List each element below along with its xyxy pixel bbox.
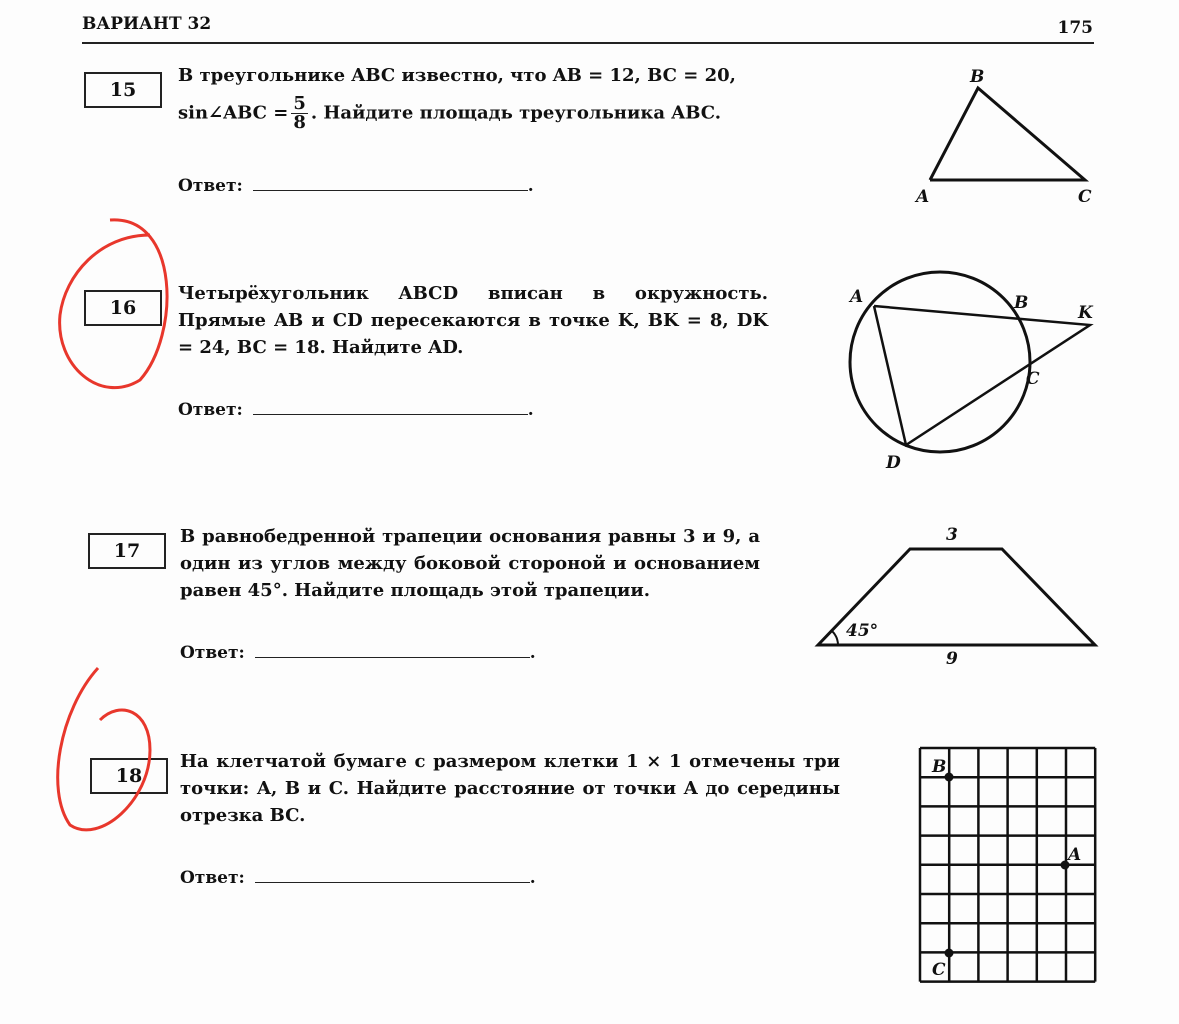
answer-label: Ответ: <box>178 176 243 196</box>
label-A: A <box>916 187 930 207</box>
label-top-base: 3 <box>946 525 958 545</box>
answer-15: Ответ: . <box>178 176 534 196</box>
problem-16-text: Четырёхугольник ABCD вписан в окружность. Прямые AB и CD пересекаются в точке K, BK = 8, DK = 24, BC = 18. Найдите AD. <box>178 283 768 358</box>
trapezoid-figure <box>810 520 1100 670</box>
label-angle: 45° <box>846 621 879 641</box>
red-arc-annotation <box>40 660 170 840</box>
answer-16: Ответ: . <box>178 400 534 420</box>
answer-label: Ответ: <box>180 643 245 663</box>
label-C: C <box>932 960 946 980</box>
label-B: B <box>1014 293 1029 313</box>
label-D: D <box>886 453 901 473</box>
variant-title: ВАРИАНТ 32 <box>82 14 212 34</box>
problem-number-17: 17 <box>88 533 166 569</box>
answer-label: Ответ: <box>180 868 245 888</box>
circle-figure <box>840 270 1100 480</box>
problem-number-16: 16 <box>84 290 162 326</box>
problem-15-sin: sin∠ABC = <box>178 102 289 124</box>
problem-15-text <box>178 62 808 132</box>
answer-15-field[interactable] <box>253 176 528 191</box>
label-A: A <box>850 287 864 307</box>
fraction <box>291 95 308 132</box>
point-C <box>945 949 954 958</box>
answer-18-field[interactable] <box>255 868 530 883</box>
problem-18-text: На клетчатой бумаге с размером клетки 1 × 1 отмечены три точки: A, B и C. Найдите расстояние от точки A до середины отрезка BC. <box>180 751 840 826</box>
label-B: B <box>970 67 985 87</box>
triangle-figure <box>900 60 1100 210</box>
answer-18: Ответ: . <box>180 868 536 888</box>
problem-15-line1: В треугольнике ABC известно, что AB = 12, BC = 20, <box>178 65 736 86</box>
label-C: C <box>1026 369 1040 389</box>
frac-den: 8 <box>293 112 306 133</box>
label-K: K <box>1078 303 1093 323</box>
answer-17: Ответ: . <box>180 643 536 663</box>
answer-16-field[interactable] <box>253 400 528 415</box>
header-rule <box>82 42 1094 44</box>
red-circle-annotation <box>40 215 190 405</box>
label-C: C <box>1078 187 1092 207</box>
label-A: A <box>1068 845 1082 865</box>
grid-figure <box>900 740 1110 1000</box>
problem-number-18: 18 <box>90 758 168 794</box>
problem-17-text: В равнобедренной трапеции основания равны 3 и 9, а один из углов между боковой стороной и основанием равен 45°. Найдите площадь этой трапеции. <box>180 526 760 601</box>
page-number: 175 <box>1057 18 1093 38</box>
label-B: B <box>932 757 947 777</box>
label-bottom-base: 9 <box>946 649 958 669</box>
answer-label: Ответ: <box>178 400 243 420</box>
frac-num: 5 <box>293 93 306 114</box>
problem-number-15: 15 <box>84 72 162 108</box>
problem-15-question: . Найдите площадь треугольника ABC. <box>310 102 722 124</box>
answer-17-field[interactable] <box>255 643 530 658</box>
